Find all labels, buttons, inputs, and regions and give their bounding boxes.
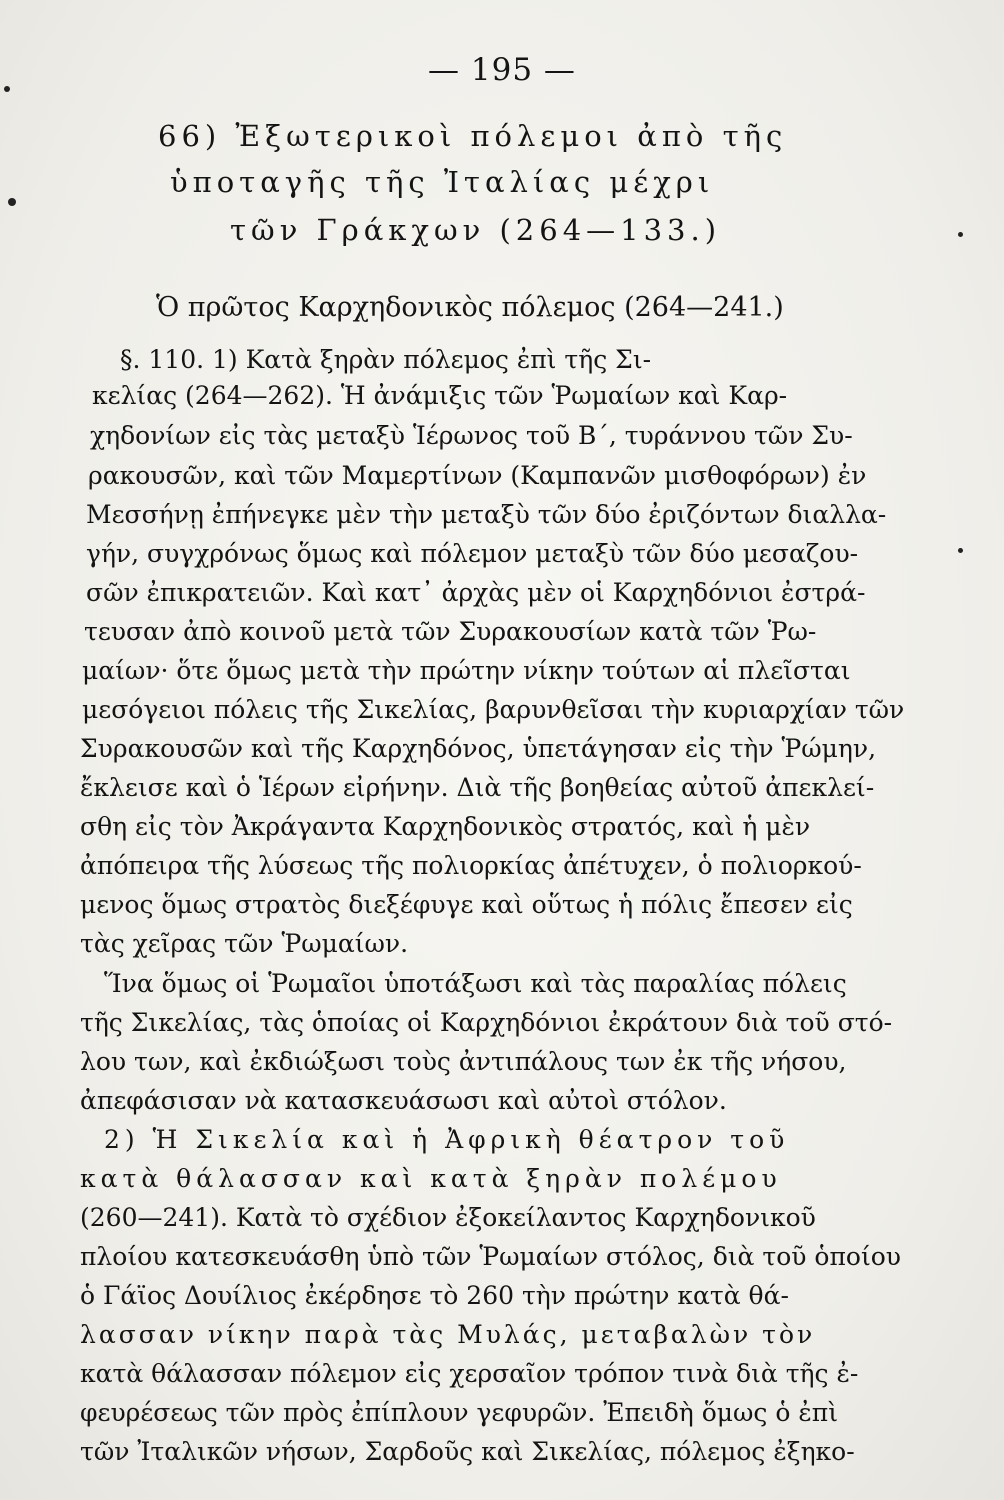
body-line: κελίας (264—262). Ἡ ἀνάμιξις τῶν Ῥωμαίων καὶ Καρ- — [92, 381, 788, 410]
scan-speck — [958, 232, 963, 237]
body-line: τῶν Ἰταλικῶν νήσων, Σαρδοῦς καὶ Σικελίας, πόλεμος ἐξηκο- — [80, 1437, 855, 1466]
body-line: χηδονίων εἰς τὰς μεταξὺ Ἱέρωνος τοῦ Β΄, τυράννου τῶν Συ- — [90, 421, 853, 450]
body-line: (260—241). Κατὰ τὸ σχέδιον ἐξοκείλαντος Καρχηδονικοῦ — [80, 1203, 816, 1232]
body-line: τῆς Σικελίας, τὰς ὁποίας οἱ Καρχηδόνιοι ἐκράτουν διὰ τοῦ στό- — [80, 1008, 893, 1037]
body-line: τευσαν ἀπὸ κοινοῦ μετὰ τῶν Συρακουσίων κατὰ τῶν Ῥω- — [84, 617, 817, 646]
body-line: λασσαν νίκην παρὰ τὰς Μυλάς, μεταβαλὼν τὸν — [80, 1320, 816, 1349]
body-line: ἀπόπειρα τῆς λύσεως τῆς πολιορκίας ἀπέτυχεν, ὁ πολιορκού- — [80, 851, 862, 880]
page-number: — 195 — — [428, 52, 576, 88]
scan-speck — [4, 86, 10, 92]
scan-speck — [8, 198, 16, 206]
body-line: μαίων· ὅτε ὅμως μετὰ τὴν πρώτην νίκην τούτων αἱ πλεῖσται — [82, 656, 851, 685]
subsection-heading: Ὁ πρῶτος Καρχηδονικὸς πόλεμος (264—241.) — [156, 292, 784, 323]
body-line: κατὰ θάλασσαν πόλεμον εἰς χερσαῖον τρόπον τινὰ διὰ τῆς ἐ- — [80, 1359, 859, 1388]
body-line: Μεσσήνῃ ἐπήνεγκε μὲν τὴν μεταξὺ τῶν δύο ἐριζόντων διαλλα- — [86, 500, 887, 529]
body-line: σθη εἰς τὸν Ἀκράγαντα Καρχηδονικὸς στρατός, καὶ ἡ μὲν — [80, 812, 811, 841]
body-line: ἀπεφάσισαν νὰ κατασκευάσωσι καὶ αὐτοὶ στόλον. — [80, 1086, 727, 1115]
subsection-2-heading-line-1: 2) Ἡ Σικελία καὶ ἡ Ἀφρικὴ θέατρον τοῦ — [104, 1125, 790, 1154]
body-line: ρακουσῶν, καὶ τῶν Μαμερτίνων (Καμπανῶν μισθοφόρων) ἐν — [88, 461, 867, 490]
body-line: φευρέσεως τῶν πρὸς ἐπίπλουν γεφυρῶν. Ἐπειδὴ ὅμως ὁ ἐπὶ — [80, 1398, 838, 1427]
body-line: τὰς χεῖρας τῶν Ῥωμαίων. — [80, 929, 409, 958]
body-line: μεσόγειοι πόλεις τῆς Σικελίας, βαρυνθεῖσαι τὴν κυριαρχίαν τῶν — [82, 695, 905, 724]
body-line: Ἵνα ὅμως οἱ Ῥωμαῖοι ὑποτάξωσι καὶ τὰς παραλίας πόλεις — [104, 969, 847, 998]
section-heading-line-2: ὑποταγῆς τῆς Ἰταλίας μέχρι — [170, 165, 715, 199]
scan-speck — [958, 548, 963, 553]
body-line: ἔκλεισε καὶ ὁ Ἱέρων εἰρήνην. Διὰ τῆς βοηθείας αὐτοῦ ἀπεκλεί- — [80, 773, 875, 802]
section-heading-line-1: 66) Ἐξωτερικοὶ πόλεμοι ἀπὸ τῆς — [158, 119, 788, 153]
body-line: πλοίου κατεσκευάσθη ὑπὸ τῶν Ῥωμαίων στόλος, διὰ τοῦ ὁποίου — [80, 1242, 901, 1271]
bleed-through-text — [130, 100, 134, 116]
body-line: Συρακουσῶν καὶ τῆς Καρχηδόνος, ὑπετάγησαν εἰς τὴν Ῥώμην, — [80, 734, 877, 763]
section-heading-line-3: τῶν Γράκχων (264—133.) — [230, 213, 722, 247]
body-line: §. 110. 1) Κατὰ ξηρὰν πόλεμος ἐπὶ τῆς Σι- — [120, 345, 652, 374]
body-line: σῶν ἐπικρατειῶν. Καὶ κατ᾿ ἀρχὰς μὲν οἱ Καρχηδόνιοι ἐστρά- — [86, 578, 866, 607]
body-line: γήν, συγχρόνως ὅμως καὶ πόλεμον μεταξὺ τῶν δύο μεσαζου- — [86, 539, 859, 568]
body-line: λου των, καὶ ἐκδιώξωσι τοὺς ἀντιπάλους των ἐκ τῆς νήσου, — [80, 1047, 847, 1076]
body-line: μενος ὅμως στρατὸς διεξέφυγε καὶ οὕτως ἡ πόλις ἔπεσεν εἰς — [80, 890, 853, 919]
body-line: ὁ Γάϊος Δουίλιος ἐκέρδησε τὸ 260 τὴν πρώτην κατὰ θά- — [80, 1281, 789, 1310]
subsection-2-heading-line-2: κατὰ θάλασσαν καὶ κατὰ ξηρὰν πολέμου — [80, 1164, 782, 1193]
